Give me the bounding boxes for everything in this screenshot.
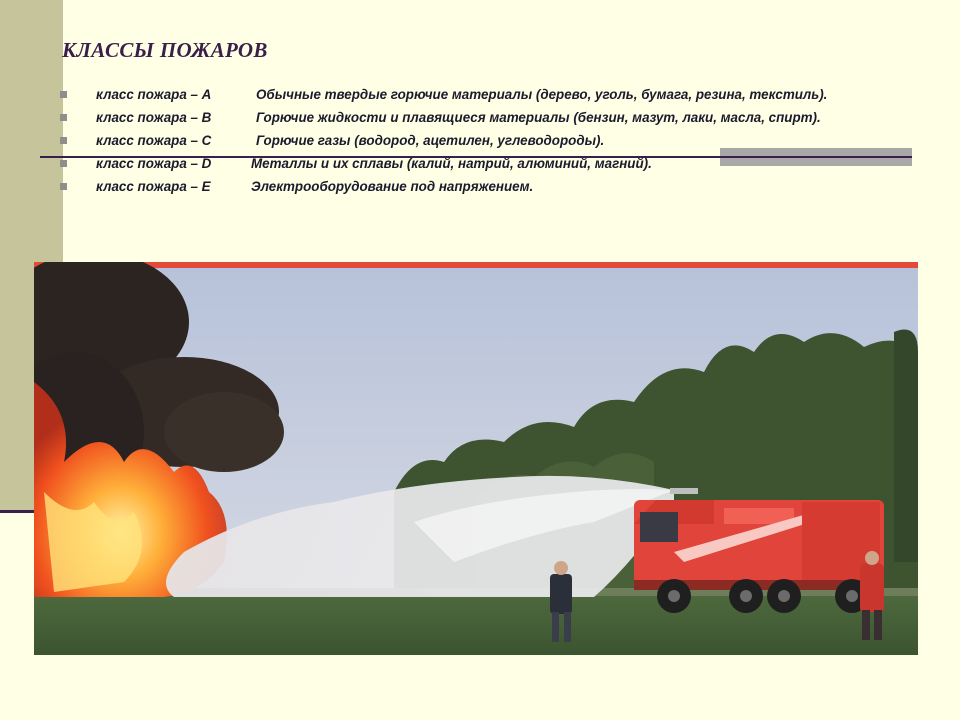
fire-truck-photo — [34, 262, 918, 655]
fire-class-item-b — [58, 109, 878, 127]
fire-class-description: Обычные твердые горючие материалы (дерево, уголь, бумага, резина, текстиль). — [256, 87, 828, 102]
fire-class-code: класс пожара – E — [96, 179, 211, 194]
fire-class-description: Металлы и их сплавы (калий, натрий, алюминий, магний). — [251, 156, 652, 171]
slide-title: КЛАССЫ ПОЖАРОВ — [62, 38, 268, 62]
fire-class-description: Горючие газы (водород, ацетилен, углеводороды). — [256, 133, 605, 148]
fire-class-description: Горючие жидкости и плавящиеся материалы (бензин, мазут, лаки, масла, спирт). — [256, 110, 821, 125]
bullet-icon — [60, 91, 67, 98]
bullet-icon — [60, 114, 67, 121]
fire-class-code: класс пожара – D — [96, 156, 212, 171]
bullet-icon — [60, 183, 67, 190]
fire-class-description: Электрооборудование под напряжением. — [251, 179, 534, 194]
fire-class-item-d — [58, 155, 878, 173]
fire-class-item-c — [58, 132, 878, 150]
fire-class-code: класс пожара – B — [96, 110, 212, 125]
fire-class-code: класс пожара – C — [96, 133, 212, 148]
bullet-icon — [60, 160, 67, 167]
decor-bottom-rule — [0, 510, 34, 513]
fire-class-code: класс пожара – A — [96, 87, 212, 102]
fire-class-item-a — [58, 86, 878, 104]
fire-class-item-e — [58, 178, 878, 196]
bullet-icon — [60, 137, 67, 144]
fire-classes-list — [58, 86, 878, 201]
